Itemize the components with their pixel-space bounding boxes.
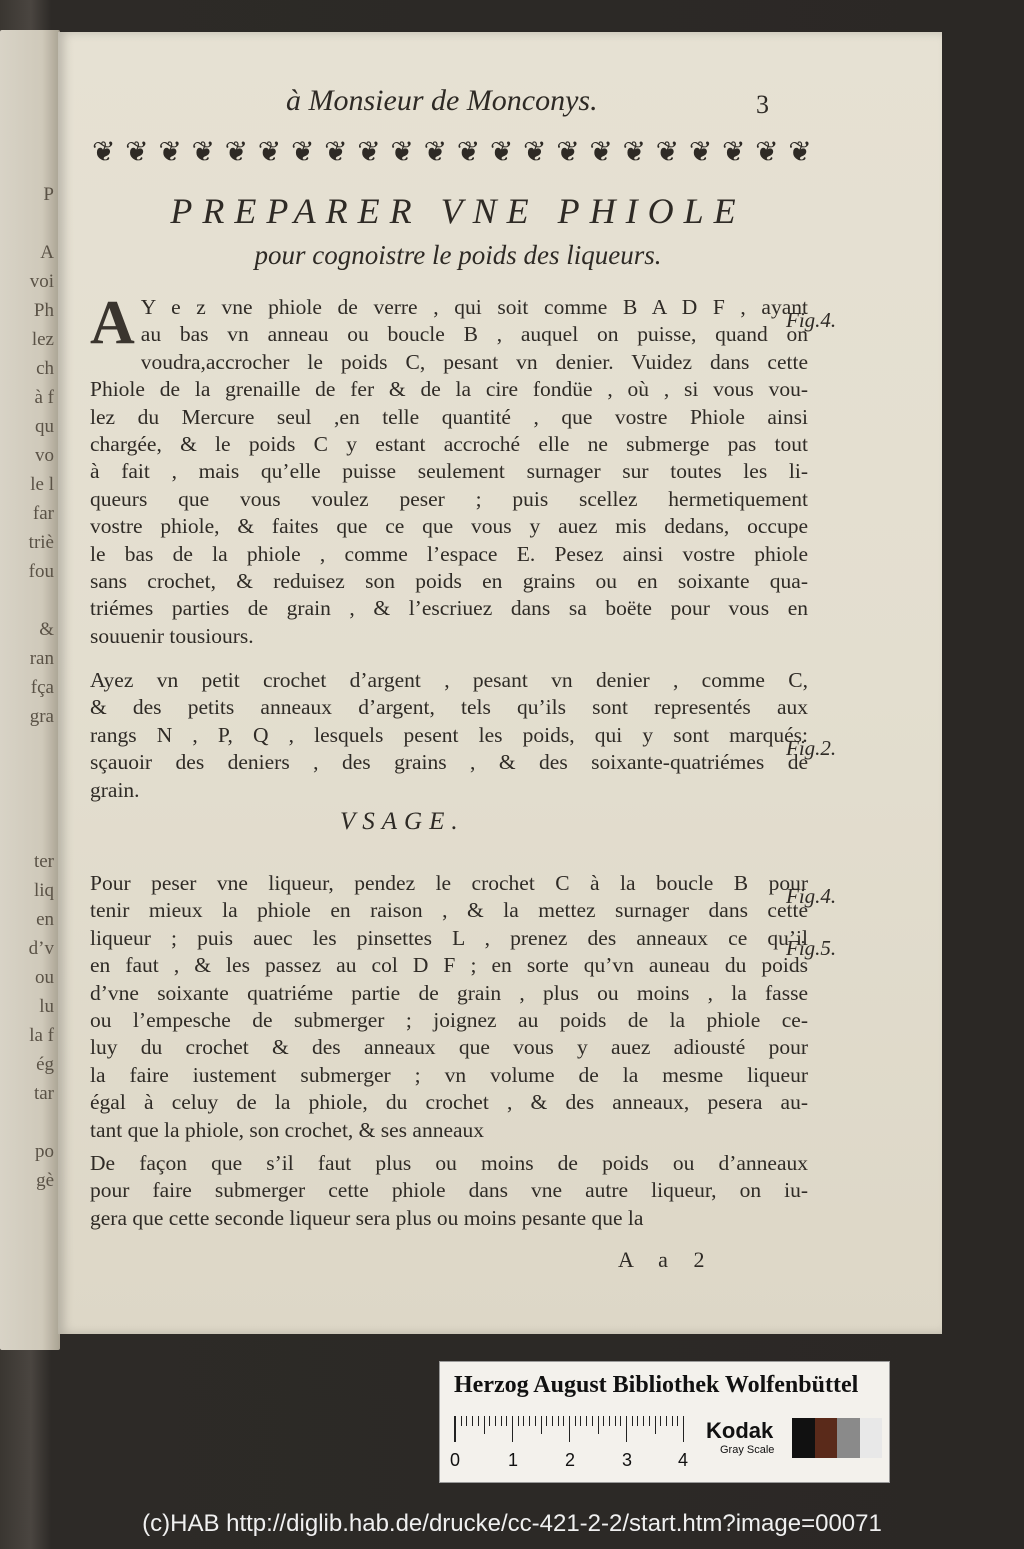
ruler-tick bbox=[603, 1416, 604, 1426]
ornament-glyph: ❦ bbox=[788, 137, 812, 168]
ruler-number-0: 0 bbox=[450, 1450, 461, 1470]
prev-page-fragment: tar bbox=[33, 1083, 54, 1104]
ruler-number-2: 2 bbox=[565, 1450, 576, 1470]
ornament-glyph: ❦ bbox=[423, 137, 448, 168]
margin-note-fig5: Fig.5. bbox=[786, 936, 837, 960]
paragraph-1-lines bbox=[90, 289, 808, 650]
ruler-tick bbox=[609, 1416, 610, 1426]
ruler-number-3: 3 bbox=[622, 1450, 633, 1470]
ornament-glyph: ❦ bbox=[622, 137, 646, 168]
prev-page-fragment: fça bbox=[30, 677, 54, 698]
prev-page-fragment: ou bbox=[35, 967, 54, 988]
text-line: ou l’empesche de submerger ; joignez au poids de la phiole ce- bbox=[90, 1008, 808, 1033]
ruler-tick bbox=[683, 1416, 684, 1442]
prev-page-fragment: Ph bbox=[33, 300, 54, 321]
kodak-logo: Kodak bbox=[706, 1418, 774, 1443]
text-line: rangs N , P, Q , lesquels pesent les poids, qui y sont marqués: bbox=[90, 722, 808, 747]
ruler-tick bbox=[672, 1416, 673, 1426]
prev-page-fragment: fou bbox=[28, 561, 54, 582]
scale-ruler bbox=[454, 1416, 695, 1442]
ruler-tick bbox=[643, 1416, 644, 1426]
ruler-tick bbox=[455, 1416, 456, 1442]
ornament-glyph: ❦ bbox=[556, 137, 580, 168]
prev-page-fragment bbox=[0, 731, 58, 760]
prev-page-fragment: qu bbox=[35, 416, 54, 437]
text-line: tant que la phiole, son crochet, & ses anneaux bbox=[90, 1117, 485, 1142]
prev-page-fragment: P bbox=[43, 184, 54, 205]
prev-page-fragment: lu bbox=[39, 996, 54, 1017]
ruler-tick bbox=[615, 1416, 616, 1426]
text-line: grain. bbox=[90, 777, 140, 802]
prev-page-fragment bbox=[0, 760, 58, 789]
ornamental-band bbox=[92, 135, 812, 171]
paragraph-3 bbox=[90, 870, 808, 1144]
ornament-glyph: ❦ bbox=[721, 137, 746, 168]
text-line: Y e z vne phiole de verre , qui soit comme B A D F , ayant bbox=[140, 295, 808, 319]
ruler-tick bbox=[563, 1416, 564, 1426]
section-heading: VSAGE. bbox=[340, 808, 465, 835]
margin-note-fig4b: Fig.4. bbox=[786, 884, 837, 908]
text-line: gera que cette seconde liqueur sera plus ou moins pesante que la bbox=[90, 1205, 644, 1230]
ornament-glyph: ❦ bbox=[688, 137, 713, 168]
ornament-glyph: ❦ bbox=[324, 137, 348, 168]
ruler-tick bbox=[666, 1416, 667, 1426]
ruler-tick bbox=[472, 1416, 473, 1426]
text-line: queurs que vous voulez peser ; puis scellez hermetiquement bbox=[90, 486, 808, 511]
prev-page-fragment bbox=[0, 789, 58, 818]
paragraph-2 bbox=[90, 667, 808, 804]
text-line: sçauoir des deniers , des grains , & des soixante-quatriémes de bbox=[90, 750, 808, 775]
library-name: Herzog August Bibliothek Wolfenbüttel bbox=[454, 1372, 859, 1398]
prev-page-fragment: d’v bbox=[28, 938, 54, 959]
margin-note-fig4: Fig.4. bbox=[786, 308, 837, 332]
prev-page-fragment: triè bbox=[28, 532, 54, 553]
ornament-glyph: ❦ bbox=[257, 137, 282, 168]
ruler-number-4: 4 bbox=[678, 1450, 689, 1470]
prev-page-fragment: gè bbox=[36, 1170, 54, 1191]
ruler-tick bbox=[558, 1416, 559, 1426]
ornament-glyph: ❦ bbox=[589, 137, 613, 168]
ruler-tick bbox=[626, 1416, 627, 1442]
gray-swatch bbox=[837, 1418, 860, 1458]
text-line: le bas de la phiole , comme l’espace E. Pesez ainsi vostre phiole bbox=[90, 541, 808, 566]
text-line: pour faire submerger cette phiole dans vne autre liqueur, on iu- bbox=[90, 1178, 808, 1203]
prev-page-fragment: ran bbox=[29, 648, 54, 669]
drop-cap: A bbox=[90, 289, 135, 357]
ruler-tick bbox=[649, 1416, 650, 1426]
prev-page-fragment: far bbox=[32, 503, 54, 524]
prev-page-fragment: ég bbox=[36, 1054, 54, 1075]
ornament-glyph: ❦ bbox=[523, 137, 547, 168]
prev-page-fragment bbox=[0, 209, 58, 238]
ruler-tick bbox=[569, 1416, 570, 1442]
ruler-tick bbox=[478, 1416, 479, 1426]
prev-page-fragment: à f bbox=[34, 387, 54, 408]
prev-page-fragment: liq bbox=[33, 880, 54, 901]
ruler-tick bbox=[506, 1416, 507, 1426]
prev-page-fragment: A bbox=[40, 242, 54, 263]
ruler-tick bbox=[655, 1416, 656, 1434]
ruler-tick bbox=[489, 1416, 490, 1426]
previous-page-edge bbox=[0, 30, 60, 1350]
text-line: égal à celuy de la phiole, du crochet , & des anneaux, pesera au- bbox=[90, 1090, 808, 1115]
text-line: De façon que s’il faut plus ou moins de poids ou d’anneaux bbox=[90, 1151, 808, 1175]
ruler-tick bbox=[466, 1416, 467, 1426]
prev-page-fragment: le l bbox=[30, 474, 54, 495]
ruler-tick bbox=[546, 1416, 547, 1426]
gray-swatch bbox=[815, 1418, 838, 1458]
ruler-tick bbox=[501, 1416, 502, 1426]
prev-page-fragment: po bbox=[35, 1141, 54, 1162]
ruler-tick bbox=[632, 1416, 633, 1426]
gray-scale-label: Gray Scale bbox=[720, 1444, 775, 1456]
ruler-tick bbox=[660, 1416, 661, 1426]
ruler-number-1: 1 bbox=[508, 1450, 519, 1470]
ornament-glyph: ❦ bbox=[224, 137, 249, 168]
ornament-glyph: ❦ bbox=[125, 137, 149, 168]
text-line: à fait , mais qu’elle puisse seulement surnager sur toutes les li- bbox=[90, 459, 808, 484]
prev-page-fragment: lez bbox=[31, 329, 54, 350]
ruler-tick bbox=[541, 1416, 542, 1434]
prev-page-fragment: gra bbox=[29, 706, 54, 727]
ornament-glyph: ❦ bbox=[390, 137, 414, 168]
paragraph-1 bbox=[90, 289, 808, 650]
ruler-tick bbox=[592, 1416, 593, 1426]
ornament-glyph: ❦ bbox=[357, 137, 381, 168]
chapter-subtitle: pour cognoistre le poids des liqueurs. bbox=[254, 240, 662, 270]
prev-page-fragment bbox=[0, 1108, 58, 1137]
ruler-tick bbox=[586, 1416, 587, 1426]
text-line: & des petits anneaux d’argent, tels qu’ils sont representés aux bbox=[90, 695, 808, 720]
ruler-tick bbox=[535, 1416, 536, 1426]
ornament-glyph: ❦ bbox=[191, 137, 215, 168]
prev-page-fragment bbox=[0, 818, 58, 847]
ruler-tick bbox=[575, 1416, 576, 1426]
text-line: Pour peser vne liqueur, pendez le crochet C à la boucle B pour bbox=[90, 871, 808, 895]
ruler-tick bbox=[523, 1416, 524, 1426]
text-line: triémes parties de grain , & l’escriuez dans sa boëte pour vous en bbox=[90, 596, 808, 621]
ruler-tick bbox=[637, 1416, 638, 1426]
ornament-glyph: ❦ bbox=[755, 137, 779, 168]
prev-page-fragment: voi bbox=[29, 271, 54, 292]
gray-swatch bbox=[792, 1418, 815, 1458]
ornament-glyph: ❦ bbox=[489, 137, 514, 168]
prev-page-fragment: vo bbox=[35, 445, 54, 466]
ruler-tick bbox=[518, 1416, 519, 1426]
ruler-tick bbox=[677, 1416, 678, 1426]
ruler-tick bbox=[512, 1416, 513, 1442]
ruler-tick bbox=[620, 1416, 621, 1426]
gray-swatch bbox=[860, 1418, 883, 1458]
library-color-card bbox=[439, 1361, 890, 1483]
signature-mark: A a 2 bbox=[618, 1247, 715, 1272]
text-line: lez du Mercure seul ,en telle quantité , que vostre Phiole ainsi bbox=[90, 404, 808, 429]
text-line: chargée, & le poids C y estant accroché elle ne submerge pas tout bbox=[90, 432, 808, 457]
text-line: en faut , & les passez au col D F ; en sorte qu’vn auneau du poids bbox=[90, 953, 808, 978]
ornament-glyph: ❦ bbox=[92, 137, 116, 168]
ornament-glyph: ❦ bbox=[290, 137, 315, 168]
prev-page-fragment bbox=[0, 586, 58, 615]
text-line: souuenir tousiours. bbox=[90, 623, 254, 648]
footer-url: (c)HAB http://diglib.hab.de/drucke/cc-421-2-2/start.htm?image=00071 bbox=[142, 1510, 882, 1537]
ruler-tick bbox=[461, 1416, 462, 1426]
ruler-tick bbox=[495, 1416, 496, 1426]
text-line: sans crochet, & reduisez son poids en grains ou en soixante qua- bbox=[90, 569, 808, 594]
text-line: liqueur ; puis auec les pinsettes L , prenez des anneaux ce qu’il bbox=[90, 925, 808, 950]
ruler-tick bbox=[484, 1416, 485, 1434]
prev-page-fragment: & bbox=[39, 619, 54, 640]
running-head: à Monsieur de Monconys. bbox=[286, 84, 598, 117]
book-page bbox=[58, 32, 942, 1334]
paragraph-4 bbox=[90, 1150, 808, 1232]
previous-page-text bbox=[0, 180, 58, 1195]
ruler-tick bbox=[598, 1416, 599, 1434]
prev-page-fragment: en bbox=[36, 909, 54, 930]
text-line: vostre phiole, & faites que ce que vous y auez mis dedans, occupe bbox=[90, 514, 808, 539]
text-line: Phiole de la grenaille de fer & de la cire fondüe , où , si vous vou- bbox=[90, 377, 808, 402]
ornament-glyph: ❦ bbox=[158, 137, 182, 168]
prev-page-fragment: ch bbox=[36, 358, 54, 379]
text-line: au bas vn anneau ou boucle B , auquel on puisse, quand on bbox=[140, 322, 808, 347]
ruler-tick bbox=[529, 1416, 530, 1426]
ruler-tick bbox=[552, 1416, 553, 1426]
page-number: 3 bbox=[756, 90, 769, 119]
text-line: tenir mieux la phiole en raison , & la mettez surnager dans cette bbox=[90, 898, 808, 923]
gray-scale-swatches bbox=[792, 1418, 882, 1458]
ruler-tick bbox=[580, 1416, 581, 1426]
text-line: d’vne soixante quatriéme partie de grain , plus ou moins , la fasse bbox=[90, 980, 808, 1005]
prev-page-fragment: la f bbox=[29, 1025, 54, 1046]
margin-note-fig2: Fig.2. bbox=[786, 736, 837, 760]
text-line: voudra,accrocher le poids C, pesant vn denier. Vuidez dans cette bbox=[140, 349, 808, 374]
prev-page-fragment: ter bbox=[33, 851, 54, 872]
chapter-title: PREPARER VNE PHIOLE bbox=[170, 191, 746, 231]
ornament-glyph: ❦ bbox=[655, 137, 680, 168]
ornament-glyph: ❦ bbox=[456, 137, 481, 168]
text-line: Ayez vn petit crochet d’argent , pesant vn denier , comme C, bbox=[90, 668, 808, 692]
text-line: luy du crochet & des anneaux que vous y auez adiousté pour bbox=[90, 1035, 808, 1060]
text-line: la faire iustement submerger ; vn volume de la mesme liqueur bbox=[90, 1062, 808, 1087]
